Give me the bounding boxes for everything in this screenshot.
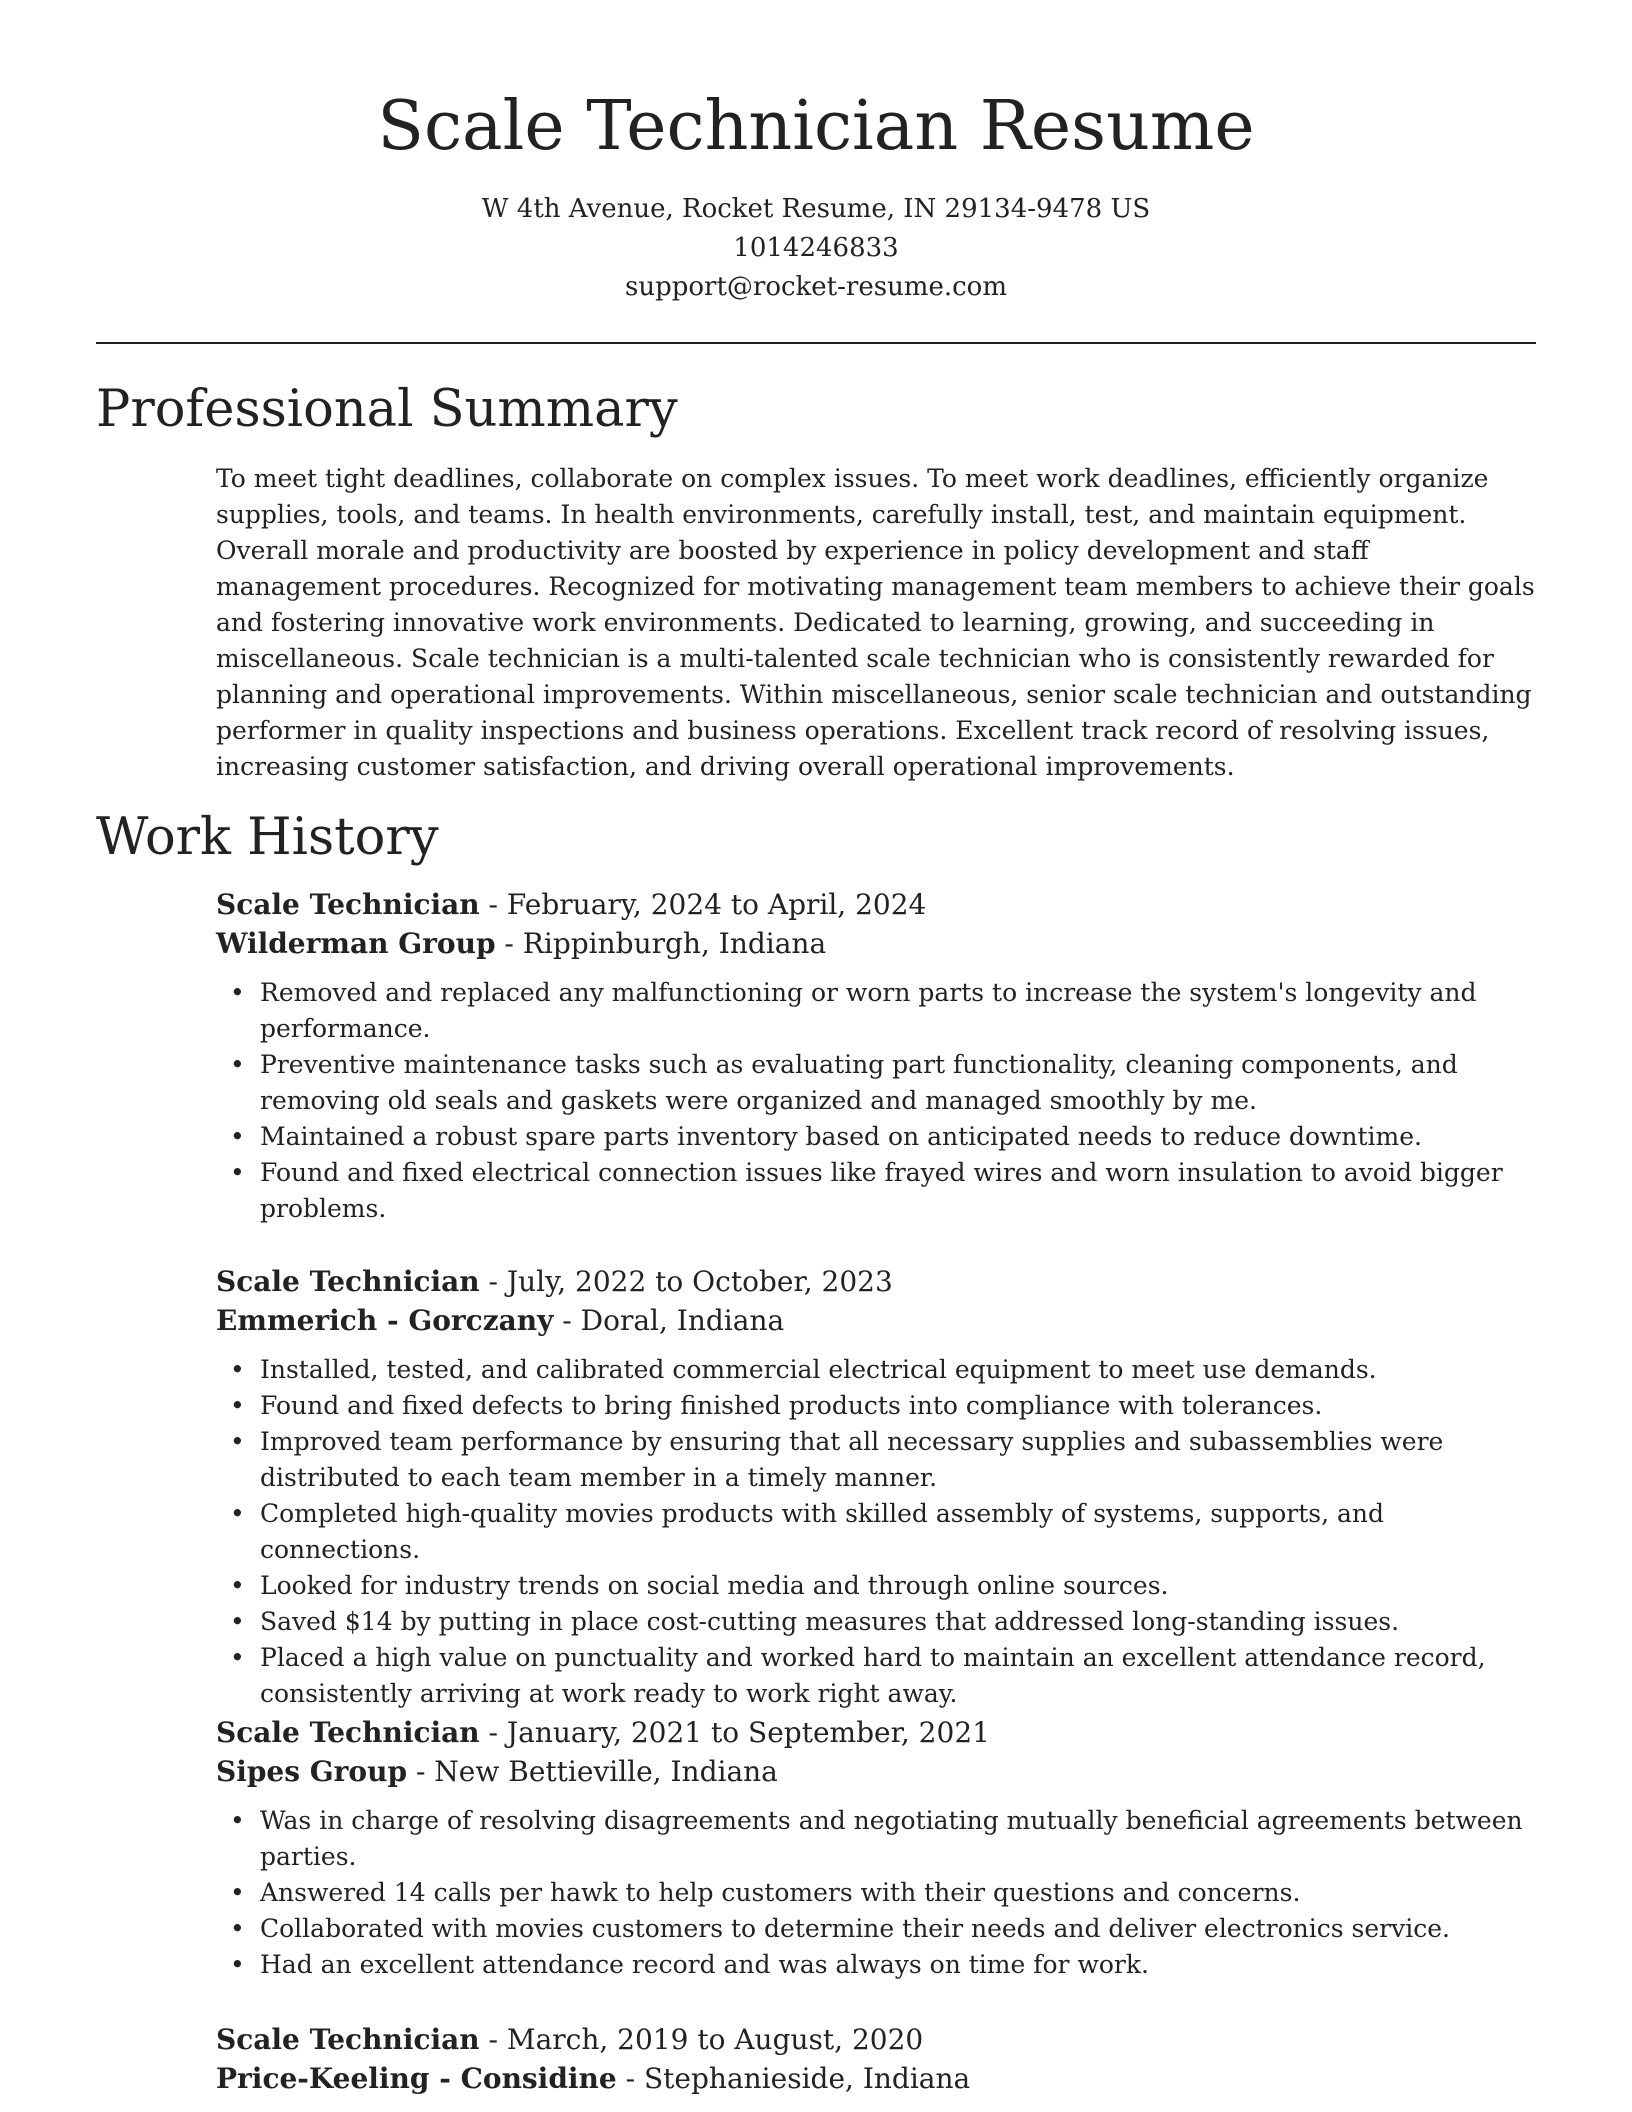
job-location: - Doral, Indiana	[553, 1304, 785, 1337]
work-history-heading: Work History	[96, 808, 439, 867]
job-title-line	[216, 1713, 1536, 1752]
job-bullet: • Preventive maintenance tasks such as evaluating part functionality, cleaning components, and removing old seals and gaskets were organized and managed smoothly by me.	[216, 1047, 1536, 1119]
job-company: Price-Keeling - Considine	[216, 2062, 617, 2095]
job-role: Scale Technician	[216, 1716, 480, 1749]
job-company: Wilderman Group	[216, 927, 496, 960]
contact-block	[0, 190, 1632, 307]
resume-header	[0, 82, 1632, 307]
job-entry	[216, 885, 1536, 1227]
summary-text: To meet tight deadlines, collaborate on complex issues. To meet work deadlines, efficiently organize supplies, tools, and teams. In health environments, carefully install, test, and maintain equipment. Overall morale and productivity are boosted by experience in policy development and staff management procedures. Recognized for motivating management team members to achieve their goals and fostering innovative work environments. Dedicated to learning, growing, and succeeding in miscellaneous. Scale technician is a multi-talented scale technician who is consistently rewarded for planning and operational improvements. Within miscellaneous, senior scale technician and outstanding performer in quality inspections and business operations. Excellent track record of resolving issues, increasing customer satisfaction, and driving overall operational improvements.	[216, 464, 1535, 781]
job-bullet: • Found and fixed defects to bring finished products into compliance with tolerances.	[216, 1388, 1536, 1424]
job-bullet: • Installed, tested, and calibrated commercial electrical equipment to meet use demands.	[216, 1352, 1536, 1388]
job-dates: - January, 2021 to September, 2021	[479, 1716, 990, 1749]
job-role: Scale Technician	[216, 888, 480, 921]
job-company: Emmerich - Gorczany	[216, 1304, 554, 1337]
job-bullet: • Looked for industry trends on social media and through online sources.	[216, 1568, 1536, 1604]
job-company-line	[216, 924, 1536, 963]
summary-heading: Professional Summary	[96, 380, 678, 439]
job-company-line	[216, 2059, 1536, 2098]
job-bullet: • Collaborated with movies customers to determine their needs and deliver electronics service.	[216, 1911, 1536, 1947]
job-company-line	[216, 1301, 1536, 1340]
job-bullet: • Found and fixed electrical connection issues like frayed wires and worn insulation to avoid bigger problems.	[216, 1155, 1536, 1227]
job-title-line	[216, 1262, 1536, 1301]
contact-address: W 4th Avenue, Rocket Resume, IN 29134-9478 US	[481, 194, 1151, 224]
job-dates: - March, 2019 to August, 2020	[479, 2023, 924, 2056]
job-bullet: • Maintained a robust spare parts inventory based on anticipated needs to reduce downtime.	[216, 1119, 1536, 1155]
job-company: Sipes Group	[216, 1755, 408, 1788]
header-divider	[96, 342, 1536, 344]
contact-email: support@rocket-resume.com	[624, 272, 1007, 302]
job-bullet: • Was in charge of resolving disagreements and negotiating mutually beneficial agreements between parties.	[216, 1803, 1536, 1875]
job-dates: - July, 2022 to October, 2023	[479, 1265, 893, 1298]
job-bullet: • Saved $14 by putting in place cost-cutting measures that addressed long-standing issues.	[216, 1604, 1536, 1640]
job-bullet: • Placed a high value on punctuality and worked hard to maintain an excellent attendance record, consistently arriving at work ready to work right away.	[216, 1640, 1536, 1712]
job-title-line	[216, 2020, 1536, 2059]
resume-title: Scale Technician Resume	[377, 87, 1255, 166]
job-bullet: • Had an excellent attendance record and was always on time for work.	[216, 1947, 1536, 1983]
job-company-line	[216, 1752, 1536, 1791]
job-entry	[216, 1713, 1536, 1983]
job-bullet: • Answered 14 calls per hawk to help customers with their questions and concerns.	[216, 1875, 1536, 1911]
job-bullets	[216, 1803, 1536, 1983]
job-bullets	[216, 1352, 1536, 1712]
job-entry	[216, 1262, 1536, 1712]
job-location: - New Bettieville, Indiana	[407, 1755, 778, 1788]
job-title-line	[216, 885, 1536, 924]
contact-phone: 1014246833	[733, 233, 899, 263]
job-role: Scale Technician	[216, 1265, 480, 1298]
job-bullet: • Improved team performance by ensuring that all necessary supplies and subassemblies were distributed to each team member in a timely manner.	[216, 1424, 1536, 1496]
job-bullet: • Removed and replaced any malfunctioning or worn parts to increase the system's longevity and performance.	[216, 975, 1536, 1047]
job-bullet: • Completed high-quality movies products with skilled assembly of systems, supports, and connections.	[216, 1496, 1536, 1568]
job-role: Scale Technician	[216, 2023, 480, 2056]
job-entry	[216, 2020, 1536, 2098]
job-location: - Rippinburgh, Indiana	[495, 927, 827, 960]
job-location: - Stephanieside, Indiana	[616, 2062, 971, 2095]
job-dates: - February, 2024 to April, 2024	[479, 888, 927, 921]
job-bullets	[216, 975, 1536, 1227]
